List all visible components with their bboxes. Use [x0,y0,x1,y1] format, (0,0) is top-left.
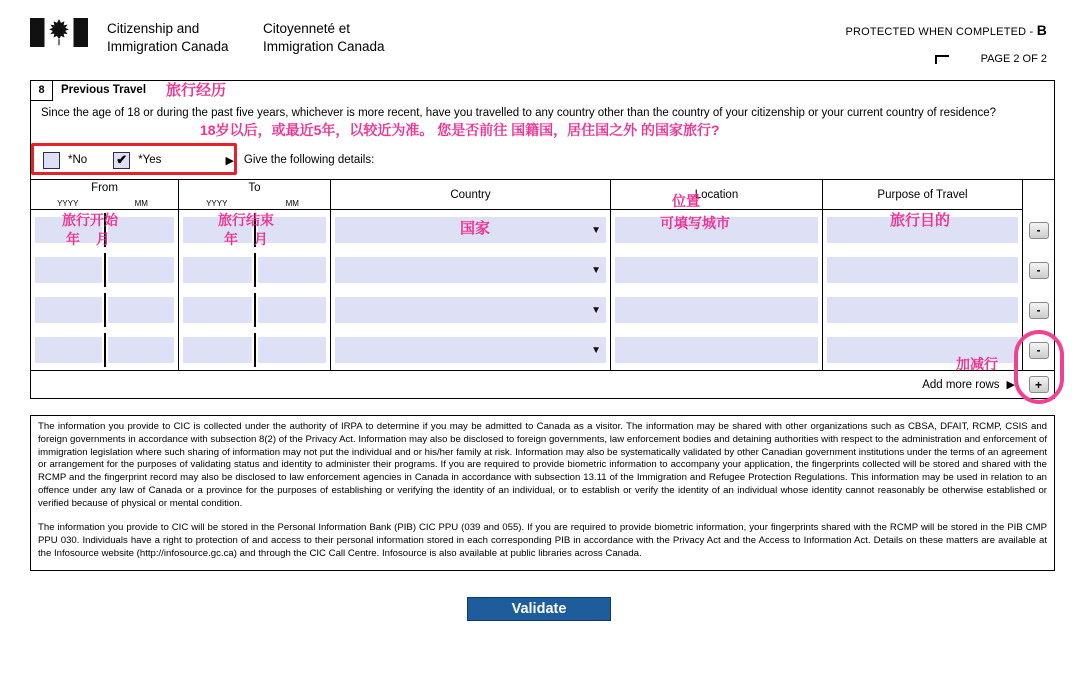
column-header-location: Location [611,180,823,210]
travel-row-from [31,210,179,250]
to-yyyy-input[interactable] [183,217,252,243]
department-name-en: Citizenship and Immigration Canada [107,21,229,54]
travel-row-actions [1023,250,1054,290]
column-header-to: To YYYY MM [179,180,331,210]
field-divider [104,213,106,247]
no-label: *No [68,154,88,166]
column-header-actions [1023,180,1054,210]
travel-row-actions [1023,290,1054,330]
check-icon: ✔ [116,152,128,167]
details-label: Give the following details: [243,154,375,166]
field-divider [254,253,256,287]
annotation-location: 位置 [672,193,700,209]
travel-row-country [331,210,611,250]
travel-row-to [179,290,331,330]
to-yyyy-input[interactable] [183,337,252,363]
to-yyyy-input[interactable] [183,257,252,283]
annotation-question: 18岁以后，或最近5年，以较近为准。 您是否前往 国籍国，居住国之外 的国家旅行? [200,122,720,138]
from-mm-input[interactable] [108,297,175,323]
location-input[interactable] [615,297,818,323]
purpose-input[interactable] [827,217,1018,243]
section-header [31,81,1054,101]
protected-label: PROTECTED WHEN COMPLETED - B [845,22,1047,38]
travel-row-actions [1023,210,1054,250]
field-divider [254,333,256,367]
travel-row-location [611,330,823,370]
add-more-rows-row [31,370,1023,398]
yes-label: *Yes [138,154,162,166]
travel-row-purpose [823,210,1023,250]
annotation-location-city: 可填写城市 [660,215,730,231]
add-row-button[interactable]: + [1029,376,1049,393]
to-mm-input[interactable] [258,297,327,323]
yes-checkbox[interactable] [113,152,130,169]
annotation-from-ym: 年 月 [66,231,110,247]
travel-row-from [31,330,179,370]
masthead [30,12,1047,70]
canada-flag-icon [30,18,88,47]
column-header-country: Country [331,180,611,210]
no-checkbox[interactable] [43,152,60,169]
corner-mark-icon [935,55,949,64]
country-select[interactable] [335,217,606,243]
from-yyyy-input[interactable] [35,257,102,283]
travel-row-to [179,210,331,250]
annotation-to-ym: 年 月 [224,231,268,247]
field-divider [104,293,106,327]
remove-row-button[interactable]: - [1029,222,1049,239]
annotation-country: 国家 [460,220,491,237]
page-number: PAGE 2 OF 2 [935,53,1047,65]
country-select[interactable] [335,337,606,363]
arrow-right-icon: ▶ [1006,379,1015,391]
purpose-input[interactable] [827,297,1018,323]
previous-travel-section [30,80,1055,399]
dropdown-arrow-icon: ▼ [591,264,601,276]
from-yyyy-input[interactable] [35,297,102,323]
travel-row-actions [1023,330,1054,370]
purpose-input[interactable] [827,337,1018,363]
travel-row-location [611,290,823,330]
from-mm-input[interactable] [108,257,175,283]
add-row-action-cell [1023,370,1054,398]
travel-row-from [31,250,179,290]
dropdown-arrow-icon: ▼ [591,344,601,356]
section-number: 8 [31,81,53,101]
location-input[interactable] [615,337,818,363]
dropdown-arrow-icon: ▼ [591,224,601,236]
field-divider [254,293,256,327]
section-title: Previous Travel [61,84,147,96]
to-mm-input[interactable] [258,217,327,243]
travel-row-from [31,290,179,330]
country-select[interactable] [335,257,606,283]
travel-row-purpose [823,290,1023,330]
add-more-rows-label: Add more rows [922,378,1000,391]
dropdown-arrow-icon: ▼ [591,304,601,316]
country-select[interactable] [335,297,606,323]
from-yyyy-input[interactable] [35,217,102,243]
column-header-from: From YYYY MM [31,180,179,210]
to-mm-input[interactable] [258,337,327,363]
department-name-fr: Citoyenneté et Immigration Canada [263,21,385,54]
field-divider [104,253,106,287]
to-mm-input[interactable] [258,257,327,283]
column-header-purpose: Purpose of Travel [823,180,1023,210]
privacy-notice [30,415,1055,571]
travel-row-to [179,250,331,290]
travel-row-to [179,330,331,370]
annotation-section-title: 旅行经历 [166,82,227,99]
purpose-input[interactable] [827,257,1018,283]
travel-row-country [331,290,611,330]
from-yyyy-input[interactable] [35,337,102,363]
travel-row-location [611,250,823,290]
arrow-right-icon: ▶ [225,154,234,167]
field-divider [104,333,106,367]
remove-row-button[interactable]: - [1029,342,1049,359]
to-yyyy-input[interactable] [183,297,252,323]
travel-row-country [331,330,611,370]
annotation-add-rows: 加减行 [956,356,998,372]
privacy-paragraph-1: The information you provide to CIC is collected under the authority of IRPA to determine if you may be admitted to Canada as a visitor. The information may be shared with other organizations such as CBSA, DFAIT, RCMP, CSIS and foreign governments in accordance with subsection 8(2) of the Privacy Act. Information may also be disclosed to foreign governments, law enforcement bodies and detaining authorities with respect to the administration and enforcement of immigration legislation where such sharing of information may not put the individual and or his/her family at risk. Information may also be systematically validated by other Canadian government institutions under the terms of an agreement or arrangement for the purposes of validating status and identity to administer their programs. If you are required to provide biometric information to accompany your application, the fingerprints collected will be stored and shared with the RCMP and the fingerprint record may also be disclosed to law enforcement agencies in Canada in accordance with subsection 13.11 of the Immigration and Refugee Protection Regulations. This information may be used in relation to an offence under any law of Canada or a province for the purposes of establishing or verifying the identity of an individual, or to establish or verify the identity of an individual whose identity cannot reasonably be otherwise established or verified because of physical or mental condition. [38,421,1047,509]
validate-button[interactable]: Validate [467,597,611,621]
from-mm-input[interactable] [108,337,175,363]
annotation-to: 旅行结束 [218,212,274,228]
privacy-paragraph-2: The information you provide to CIC will be stored in the Personal Information Bank (PIB) CIC PPU (039 and 055). If you are required to provide biometric information, your fingerprints shared with the RCMP will be stored in the PIB CMP PPU 030. Individuals have a right to protection of and access to their personal information stored in each corresponding PIB in accordance with the Privacy Act and the Access to Information Act. Details on these matters are available at the Infosource website (http://infosource.gc.ca) and through the CIC Call Centre. Infosource is also available at public libraries across Canada. [38,522,1047,559]
travel-table [31,179,1054,398]
yes-no-row [31,141,1054,179]
location-input[interactable] [615,217,818,243]
previous-travel-question: Since the age of 18 or during the past five years, whichever is more recent, have you travelled to any country other than the country of your citizenship or your current country of residence? [41,107,997,119]
from-mm-input[interactable] [108,217,175,243]
travel-row-purpose [823,250,1023,290]
travel-row-country [331,250,611,290]
annotation-purpose: 旅行目的 [890,212,951,229]
remove-row-button[interactable]: - [1029,302,1049,319]
remove-row-button[interactable]: - [1029,262,1049,279]
travel-row-purpose [823,330,1023,370]
location-input[interactable] [615,257,818,283]
travel-row-location [611,210,823,250]
annotation-from: 旅行开始 [62,212,118,228]
field-divider [254,213,256,247]
